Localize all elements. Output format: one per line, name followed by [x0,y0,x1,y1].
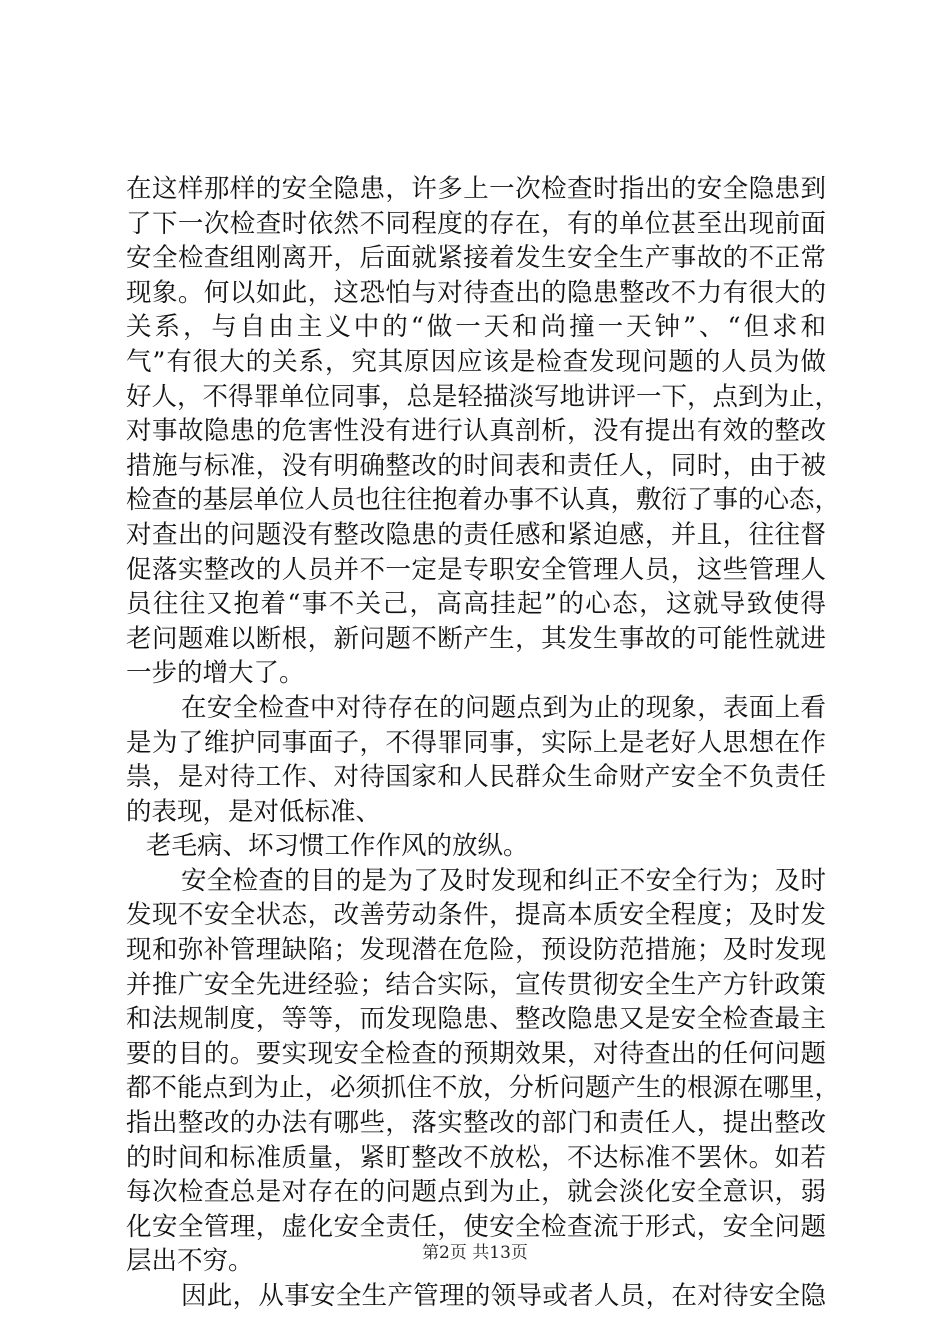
text-line: 要的目的。要实现安全检查的预期效果，对待查出的任何问题 [126,1038,826,1069]
text-line: 安全检查的目的是为了及时发现和纠正不安全行为；及时 [181,865,826,896]
paragraph [126,829,826,864]
text-line: 对事故隐患的危害性没有进行认真剖析，没有提出有效的整改 [126,416,826,447]
page-number-footer: 第2页 共13页 [422,1243,528,1263]
paragraph [126,172,841,691]
text-line: 层出不穷。 [126,1246,254,1277]
text-line: 因此，从事安全生产管理的领导或者人员，在对待安全隐 [181,1281,826,1311]
text-line: 在安全检查中对待存在的问题点到为止的现象，表面上看 [181,692,826,723]
text-line: 发现不安全状态，改善劳动条件，提高本质安全程度；及时发 [126,900,826,931]
text-line: 好人，不得罪单位同事，总是轻描淡写地讲评一下，点到为止， [126,381,841,412]
text-line: 的时间和标准质量，紧盯整改不放松，不达标准不罢休。如若 [126,1142,826,1173]
text-line: 措施与标准，没有明确整改的时间表和责任人，同时，由于被 [126,450,826,481]
text-line: 是为了维护同事面子，不得罪同事，实际上是老好人思想在作 [126,727,826,758]
text-line: 和法规制度，等等，而发现隐患、整改隐患又是安全检查最主 [126,1004,826,1035]
paragraph [126,691,826,829]
text-line: 老问题难以断根，新问题不断产生，其发生事故的可能性就进 [126,623,826,654]
text-line: 并推广安全先进经验；结合实际，宣传贯彻安全生产方针政策 [126,969,826,1000]
text-line: 一步的增大了。 [126,658,305,689]
text-line: 检查的基层单位人员也往往抱着办事不认真，敷衍了事的心态， [126,485,841,516]
text-line: 化安全管理，虚化安全责任，使安全检查流于形式，安全问题 [126,1211,826,1242]
text-line: 的表现，是对低标准、 [126,796,382,827]
text-line: 祟，是对待工作、对待国家和人民群众生命财产安全不负责任 [126,762,826,793]
paragraph [126,1279,826,1314]
text-line: 了下一次检查时依然不同程度的存在，有的单位甚至出现前面 [126,208,826,239]
text-line: 员往往又抱着“事不关己，高高挂起”的心态，这就导致使得 [126,589,826,620]
document-body [126,172,841,1314]
text-line: 都不能点到为止，必须抓住不放，分析问题产生的根源在哪里， [126,1073,841,1104]
text-line: 现象。何以如此，这恐怕与对待查出的隐患整改不力有很大的 [126,277,826,308]
text-line: 气”有很大的关系，究其原因应该是检查发现问题的人员为做 [126,346,826,377]
text-line: 现和弥补管理缺陷；发现潜在危险，预设防范措施；及时发现 [126,935,826,966]
text-line: 促落实整改的人员并不一定是专职安全管理人员，这些管理人 [126,554,826,585]
text-line: 安全检查组刚离开，后面就紧接着发生安全生产事故的不正常 [126,243,826,274]
paragraph [126,864,841,1279]
text-line: 每次检查总是对存在的问题点到为止，就会淡化安全意识，弱 [126,1177,826,1208]
text-line: 老毛病、坏习惯工作作风的放纵。 [146,831,529,862]
text-line: 关系，与自由主义中的“做一天和尚撞一天钟”、“但求和 [126,312,826,343]
text-line: 在这样那样的安全隐患，许多上一次检查时指出的安全隐患到 [126,174,826,204]
text-line: 指出整改的办法有哪些，落实整改的部门和责任人，提出整改 [126,1108,826,1139]
text-line: 对查出的问题没有整改隐患的责任感和紧迫感，并且，往往督 [126,519,826,550]
